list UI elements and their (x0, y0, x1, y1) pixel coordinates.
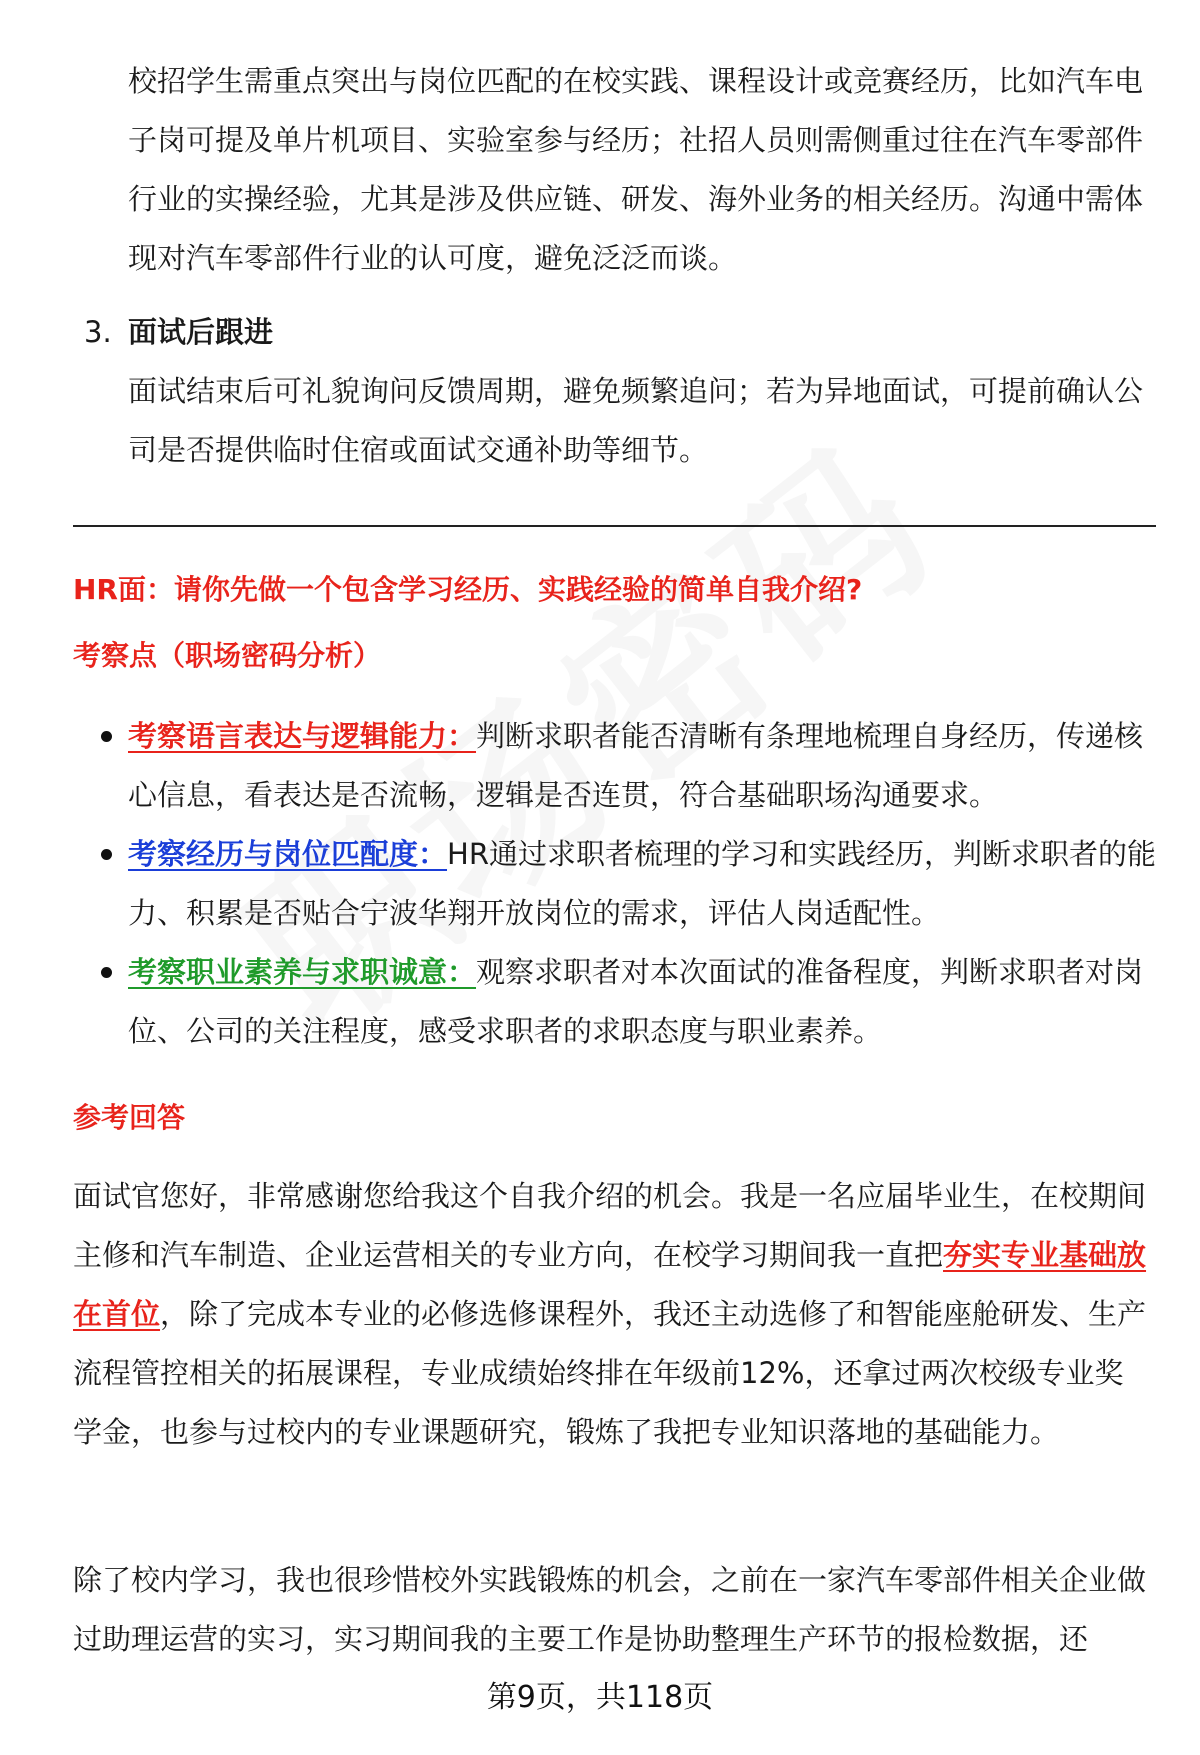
exam-point-3 (128, 943, 1158, 1061)
exam-point-2 (128, 825, 1158, 943)
intro-paragraph: 校招学生需重点突出与岗位匹配的在校实践、课程设计或竞赛经历，比如汽车电子岗可提及单片机项目、实验室参与经历；社招人员则需侧重过往在汽车零部件行业的实操经验，尤其是涉及供应链、研发、海外业务的相关经历。沟通中需体现对汽车零部件行业的认可度，避免泛泛而谈。 (128, 64, 1144, 275)
answer-highlight: 夯实专业基础放在首位 (73, 1238, 1147, 1331)
exam-point-text: HR通过求职者梳理的学习和实践经历，判断求职者的能力、积累是否贴合宁波华翔开放岗位的需求，评估人岗适配性。 (128, 837, 1156, 930)
bullet-dot (101, 967, 112, 978)
answer-paragraph-1 (73, 1167, 1148, 1462)
answer-paragraph-2: 除了校内学习，我也很珍惜校外实践锻炼的机会，之前在一家汽车零部件相关企业做过助理运营的实习，实习期间我的主要工作是协助整理生产环节的报检数据，还 (73, 1563, 1147, 1656)
item-number: 3. (84, 315, 112, 349)
hr-question: HR面：请你先做一个包含学习经历、实践经验的简单自我介绍? (73, 573, 863, 606)
answer-text: 面试官您好，非常感谢您给我这个自我介绍的机会。我是一名应届毕业生，在校期间主修和汽车制造、企业运营相关的专业方向，在校学习期间我一直把 (73, 1179, 1147, 1272)
bullet-dot (101, 731, 112, 742)
exam-point-keyword: 考察语言表达与逻辑能力： (128, 719, 477, 753)
item-title: 面试后跟进 (128, 315, 274, 349)
exam-point-keyword: 考察职业素养与求职诚意： (128, 955, 477, 989)
exam-point-keyword: 考察经历与岗位匹配度： (128, 837, 448, 871)
bullet-dot (101, 849, 112, 860)
numbered-item-3 (84, 303, 273, 362)
exam-point-1 (128, 707, 1158, 825)
answer-heading: 参考回答 (73, 1101, 186, 1134)
exam-points-heading: 考察点（职场密码分析） (73, 639, 382, 672)
page-footer: 第9页，共118页 (486, 1680, 714, 1715)
exam-point-text: 观察求职者对本次面试的准备程度，判断求职者对岗位、公司的关注程度，感受求职者的求职态度与职业素养。 (128, 955, 1144, 1048)
exam-point-text: 判断求职者能否清晰有条理地梳理自身经历，传递核心信息，看表达是否流畅，逻辑是否连贯，符合基础职场沟通要求。 (128, 719, 1144, 812)
divider (73, 525, 1156, 527)
item-3-body: 面试结束后可礼貌询问反馈周期，避免频繁追问；若为异地面试，可提前确认公司是否提供临时住宿或面试交通补助等细节。 (128, 374, 1144, 467)
answer-text: ，除了完成本专业的必修选修课程外，我还主动选修了和智能座舱研发、生产流程管控相关的拓展课程，专业成绩始终排在年级前12%，还拿过两次校级专业奖学金，也参与过校内的专业课题研究，锻炼了我把专业知识落地的基础能力。 (73, 1297, 1147, 1449)
